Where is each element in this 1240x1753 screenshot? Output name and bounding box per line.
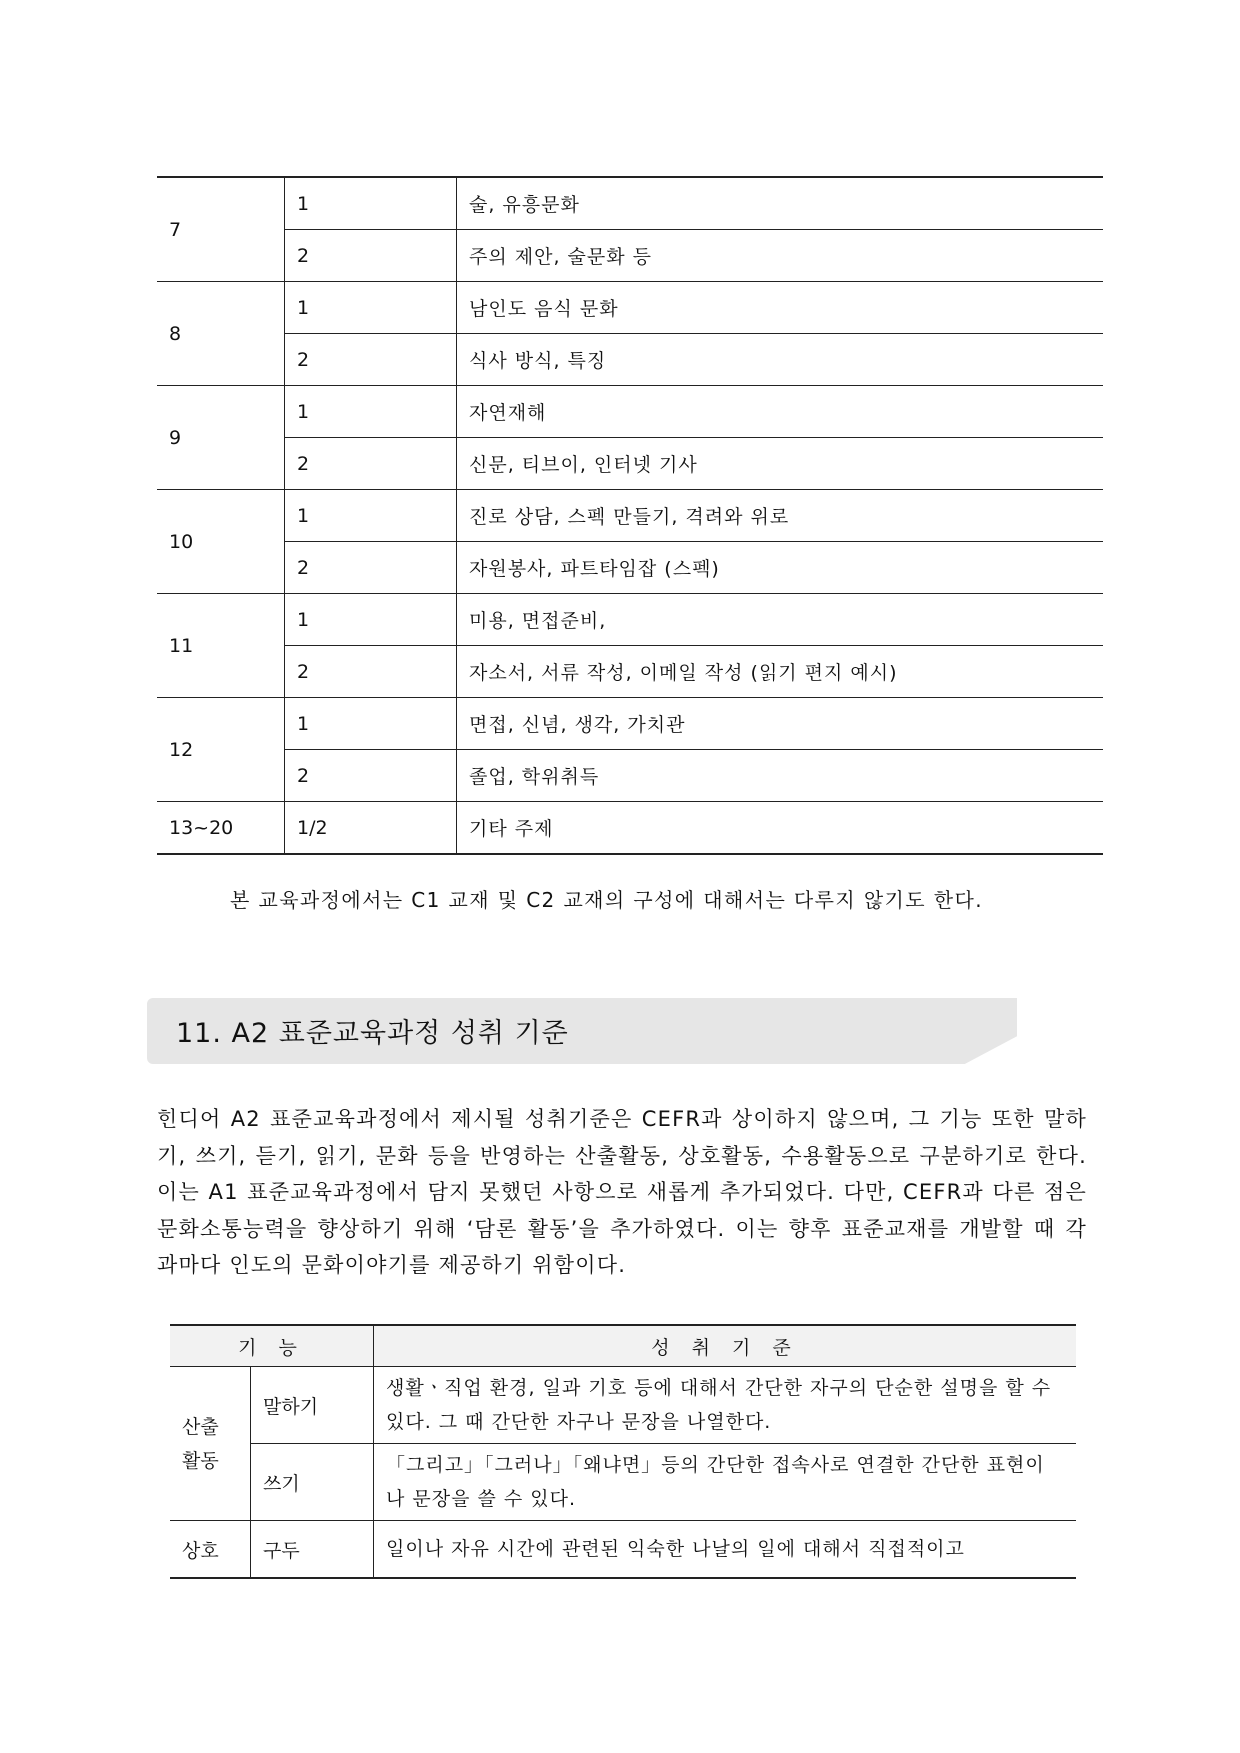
table-row xyxy=(157,698,1103,750)
table-row xyxy=(170,1521,1076,1579)
table-header-row xyxy=(170,1325,1076,1367)
unit-cell: 7 xyxy=(157,177,285,282)
topic-cell: 술, 유흥문화 xyxy=(457,177,1104,230)
table-row xyxy=(157,334,1103,386)
part-cell: 2 xyxy=(285,230,457,282)
topic-cell: 주의 제안, 술문화 등 xyxy=(457,230,1104,282)
header-standard: 성 취 기 준 xyxy=(374,1325,1077,1367)
header-function: 기 능 xyxy=(170,1325,374,1367)
table-row xyxy=(157,438,1103,490)
part-cell: 1 xyxy=(285,386,457,438)
topic-cell: 신문, 티브이, 인터넷 기사 xyxy=(457,438,1104,490)
production-group-cell: 산출 활동 xyxy=(170,1367,251,1521)
unit-cell: 11 xyxy=(157,594,285,698)
speaking-label: 말하기 xyxy=(251,1367,374,1444)
unit-cell: 8 xyxy=(157,282,285,386)
unit-cell: 13~20 xyxy=(157,802,285,855)
part-cell: 1 xyxy=(285,177,457,230)
writing-desc: 「그리고」「그러나」「왜냐면」등의 간단한 접속사로 연결한 간단한 표현이나 문장을 쓸 수 있다. xyxy=(374,1444,1077,1521)
unit-cell: 12 xyxy=(157,698,285,802)
part-cell: 1/2 xyxy=(285,802,457,855)
note-text: 본 교육과정에서는 C1 교재 및 C2 교재의 구성에 대해서는 다루지 않기도 한다. xyxy=(230,888,983,912)
table-row xyxy=(157,282,1103,334)
part-cell: 2 xyxy=(285,750,457,802)
table-row xyxy=(157,802,1103,855)
lesson-topic-table xyxy=(157,176,1103,855)
unit-cell: 10 xyxy=(157,490,285,594)
table-row xyxy=(157,542,1103,594)
part-cell: 1 xyxy=(285,698,457,750)
topic-cell: 자소서, 서류 작성, 이메일 작성 (읽기 편지 예시) xyxy=(457,646,1104,698)
interaction-group-cell: 상호 xyxy=(170,1521,251,1579)
table-row xyxy=(157,230,1103,282)
part-cell: 2 xyxy=(285,334,457,386)
part-cell: 2 xyxy=(285,438,457,490)
achievement-standards-table xyxy=(170,1324,1076,1579)
topic-cell: 자원봉사, 파트타임잡 (스펙) xyxy=(457,542,1104,594)
table-row xyxy=(157,490,1103,542)
table-row xyxy=(157,177,1103,230)
body-paragraph: 힌디어 A2 표준교육과정에서 제시될 성취기준은 CEFR과 상이하지 않으며, 그 기능 또한 말하기, 쓰기, 듣기, 읽기, 문화 등을 반영하는 산출활동, 상호활동, 수용활동으로 구분하기로 한다. 이는 A1 표준교육과정에서 담지 못했던 사항으로 새롭게 추가되었다. 다만, CEFR과 다른 점은 문화소통능력을 향상하기 위해 ‘담론 활동’을 추가하였다. 이는 향후 표준교재를 개발할 때 각 과마다 인도의 문화이야기를 제공하기 위함이다. xyxy=(157,1107,1087,1277)
topic-cell: 진로 상담, 스펙 만들기, 격려와 위로 xyxy=(457,490,1104,542)
writing-label: 쓰기 xyxy=(251,1444,374,1521)
part-cell: 2 xyxy=(285,542,457,594)
speaking-desc: 생활ㆍ직업 환경, 일과 기호 등에 대해서 간단한 자구의 단순한 설명을 할 수 있다. 그 때 간단한 자구나 문장을 나열한다. xyxy=(374,1367,1077,1444)
topic-cell: 졸업, 학위취득 xyxy=(457,750,1104,802)
table-row xyxy=(157,594,1103,646)
oral-label: 구두 xyxy=(251,1521,374,1579)
table-row xyxy=(157,646,1103,698)
oral-desc: 일이나 자유 시간에 관련된 익숙한 나날의 일에 대해서 직접적이고 xyxy=(374,1521,1077,1579)
part-cell: 1 xyxy=(285,594,457,646)
part-cell: 1 xyxy=(285,282,457,334)
topic-cell: 기타 주제 xyxy=(457,802,1104,855)
table-row xyxy=(157,750,1103,802)
table-row xyxy=(170,1367,1076,1444)
part-cell: 2 xyxy=(285,646,457,698)
section-title: 11. A2 표준교육과정 성취 기준 xyxy=(176,1018,569,1049)
part-cell: 1 xyxy=(285,490,457,542)
unit-cell: 9 xyxy=(157,386,285,490)
topic-cell: 면접, 신념, 생각, 가치관 xyxy=(457,698,1104,750)
topic-cell: 미용, 면접준비, xyxy=(457,594,1104,646)
topic-cell: 자연재해 xyxy=(457,386,1104,438)
topic-cell: 남인도 음식 문화 xyxy=(457,282,1104,334)
table-row xyxy=(157,386,1103,438)
table-row xyxy=(170,1444,1076,1521)
topic-cell: 식사 방식, 특징 xyxy=(457,334,1104,386)
